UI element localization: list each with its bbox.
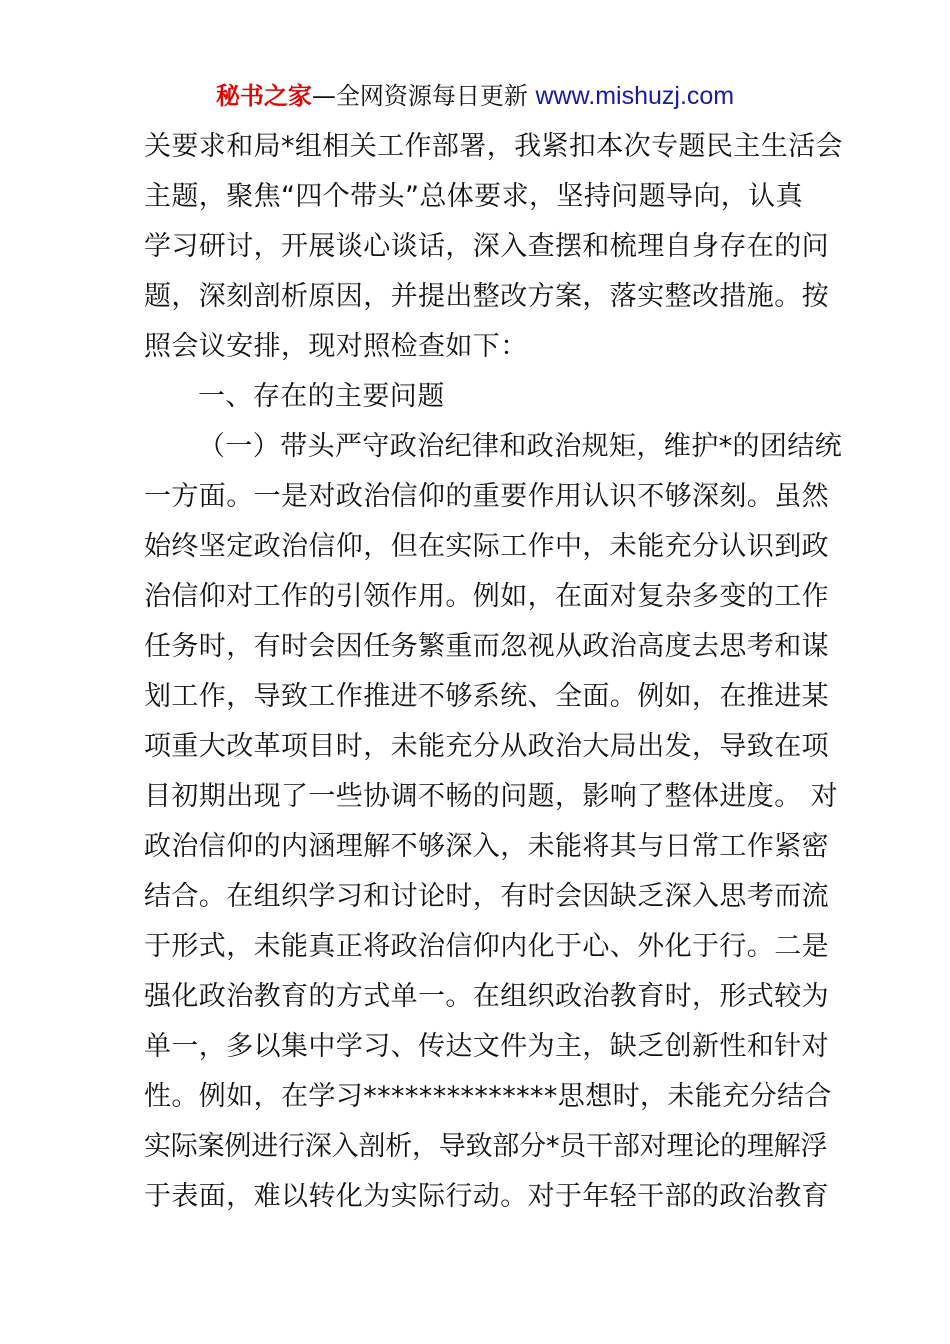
site-url-link[interactable]: www.mishuzj.com	[535, 82, 735, 110]
paragraph-line: 主题，聚焦“四个带头”总体要求，坚持问题导向，认真	[144, 181, 803, 212]
paragraph-line: 性。例如，在学习**************思想时，未能充分结合	[144, 1081, 832, 1112]
site-tagline: —全网资源每日更新	[311, 82, 536, 110]
paragraph-line: 学习研讨，开展谈心谈话，深入查摆和梳理自身存在的问	[144, 231, 829, 262]
paragraph-line: 于表面，难以转化为实际行动。对于年轻干部的政治教育	[144, 1181, 829, 1212]
paragraph-line: 照会议安排，现对照检查如下：	[144, 331, 528, 362]
paragraph-line: 目初期出现了一些协调不畅的问题，影响了整体进度。 对	[144, 781, 838, 812]
paragraph-line: 始终坚定政治信仰，但在实际工作中，未能充分认识到政	[144, 531, 829, 562]
paragraph-line: 关要求和局*组相关工作部署，我紧扣本次专题民主生活会	[144, 131, 843, 162]
paragraph-line: 治信仰对工作的引领作用。例如，在面对复杂多变的工作	[144, 581, 829, 612]
paragraph-line: 一方面。一是对政治信仰的重要作用认识不够深刻。虽然	[144, 481, 829, 512]
section-heading: 一、存在的主要问题	[198, 381, 445, 412]
paragraph-line: 强化政治教育的方式单一。在组织政治教育时，形式较为	[144, 981, 829, 1012]
paragraph-line: 单一，多以集中学习、传达文件为主，缺乏创新性和针对	[144, 1031, 829, 1062]
paragraph-line: 任务时，有时会因任务繁重而忽视从政治高度去思考和谋	[144, 631, 829, 662]
paragraph-line: 项重大改革项目时，未能充分从政治大局出发，导致在项	[144, 731, 829, 762]
subsection-heading: （一）带头严守政治纪律和政治规矩，维护*的团结统	[198, 431, 843, 462]
paragraph-line: 题，深刻剖析原因，并提出整改方案，落实整改措施。按	[144, 281, 829, 312]
paragraph-line: 结合。在组织学习和讨论时，有时会因缺乏深入思考而流	[144, 881, 829, 912]
paragraph-line: 于形式，未能真正将政治信仰内化于心、外化于行。二是	[144, 931, 829, 962]
paragraph-line: 实际案例进行深入剖析，导致部分*员干部对理论的理解浮	[144, 1131, 828, 1162]
paragraph-line: 政治信仰的内涵理解不够深入，未能将其与日常工作紧密	[144, 831, 829, 862]
document-body	[144, 122, 843, 1222]
paragraph-line: 划工作，导致工作推进不够系统、全面。例如，在推进某	[144, 681, 829, 712]
site-brand: 秘书之家	[215, 82, 312, 110]
site-header	[0, 78, 950, 114]
